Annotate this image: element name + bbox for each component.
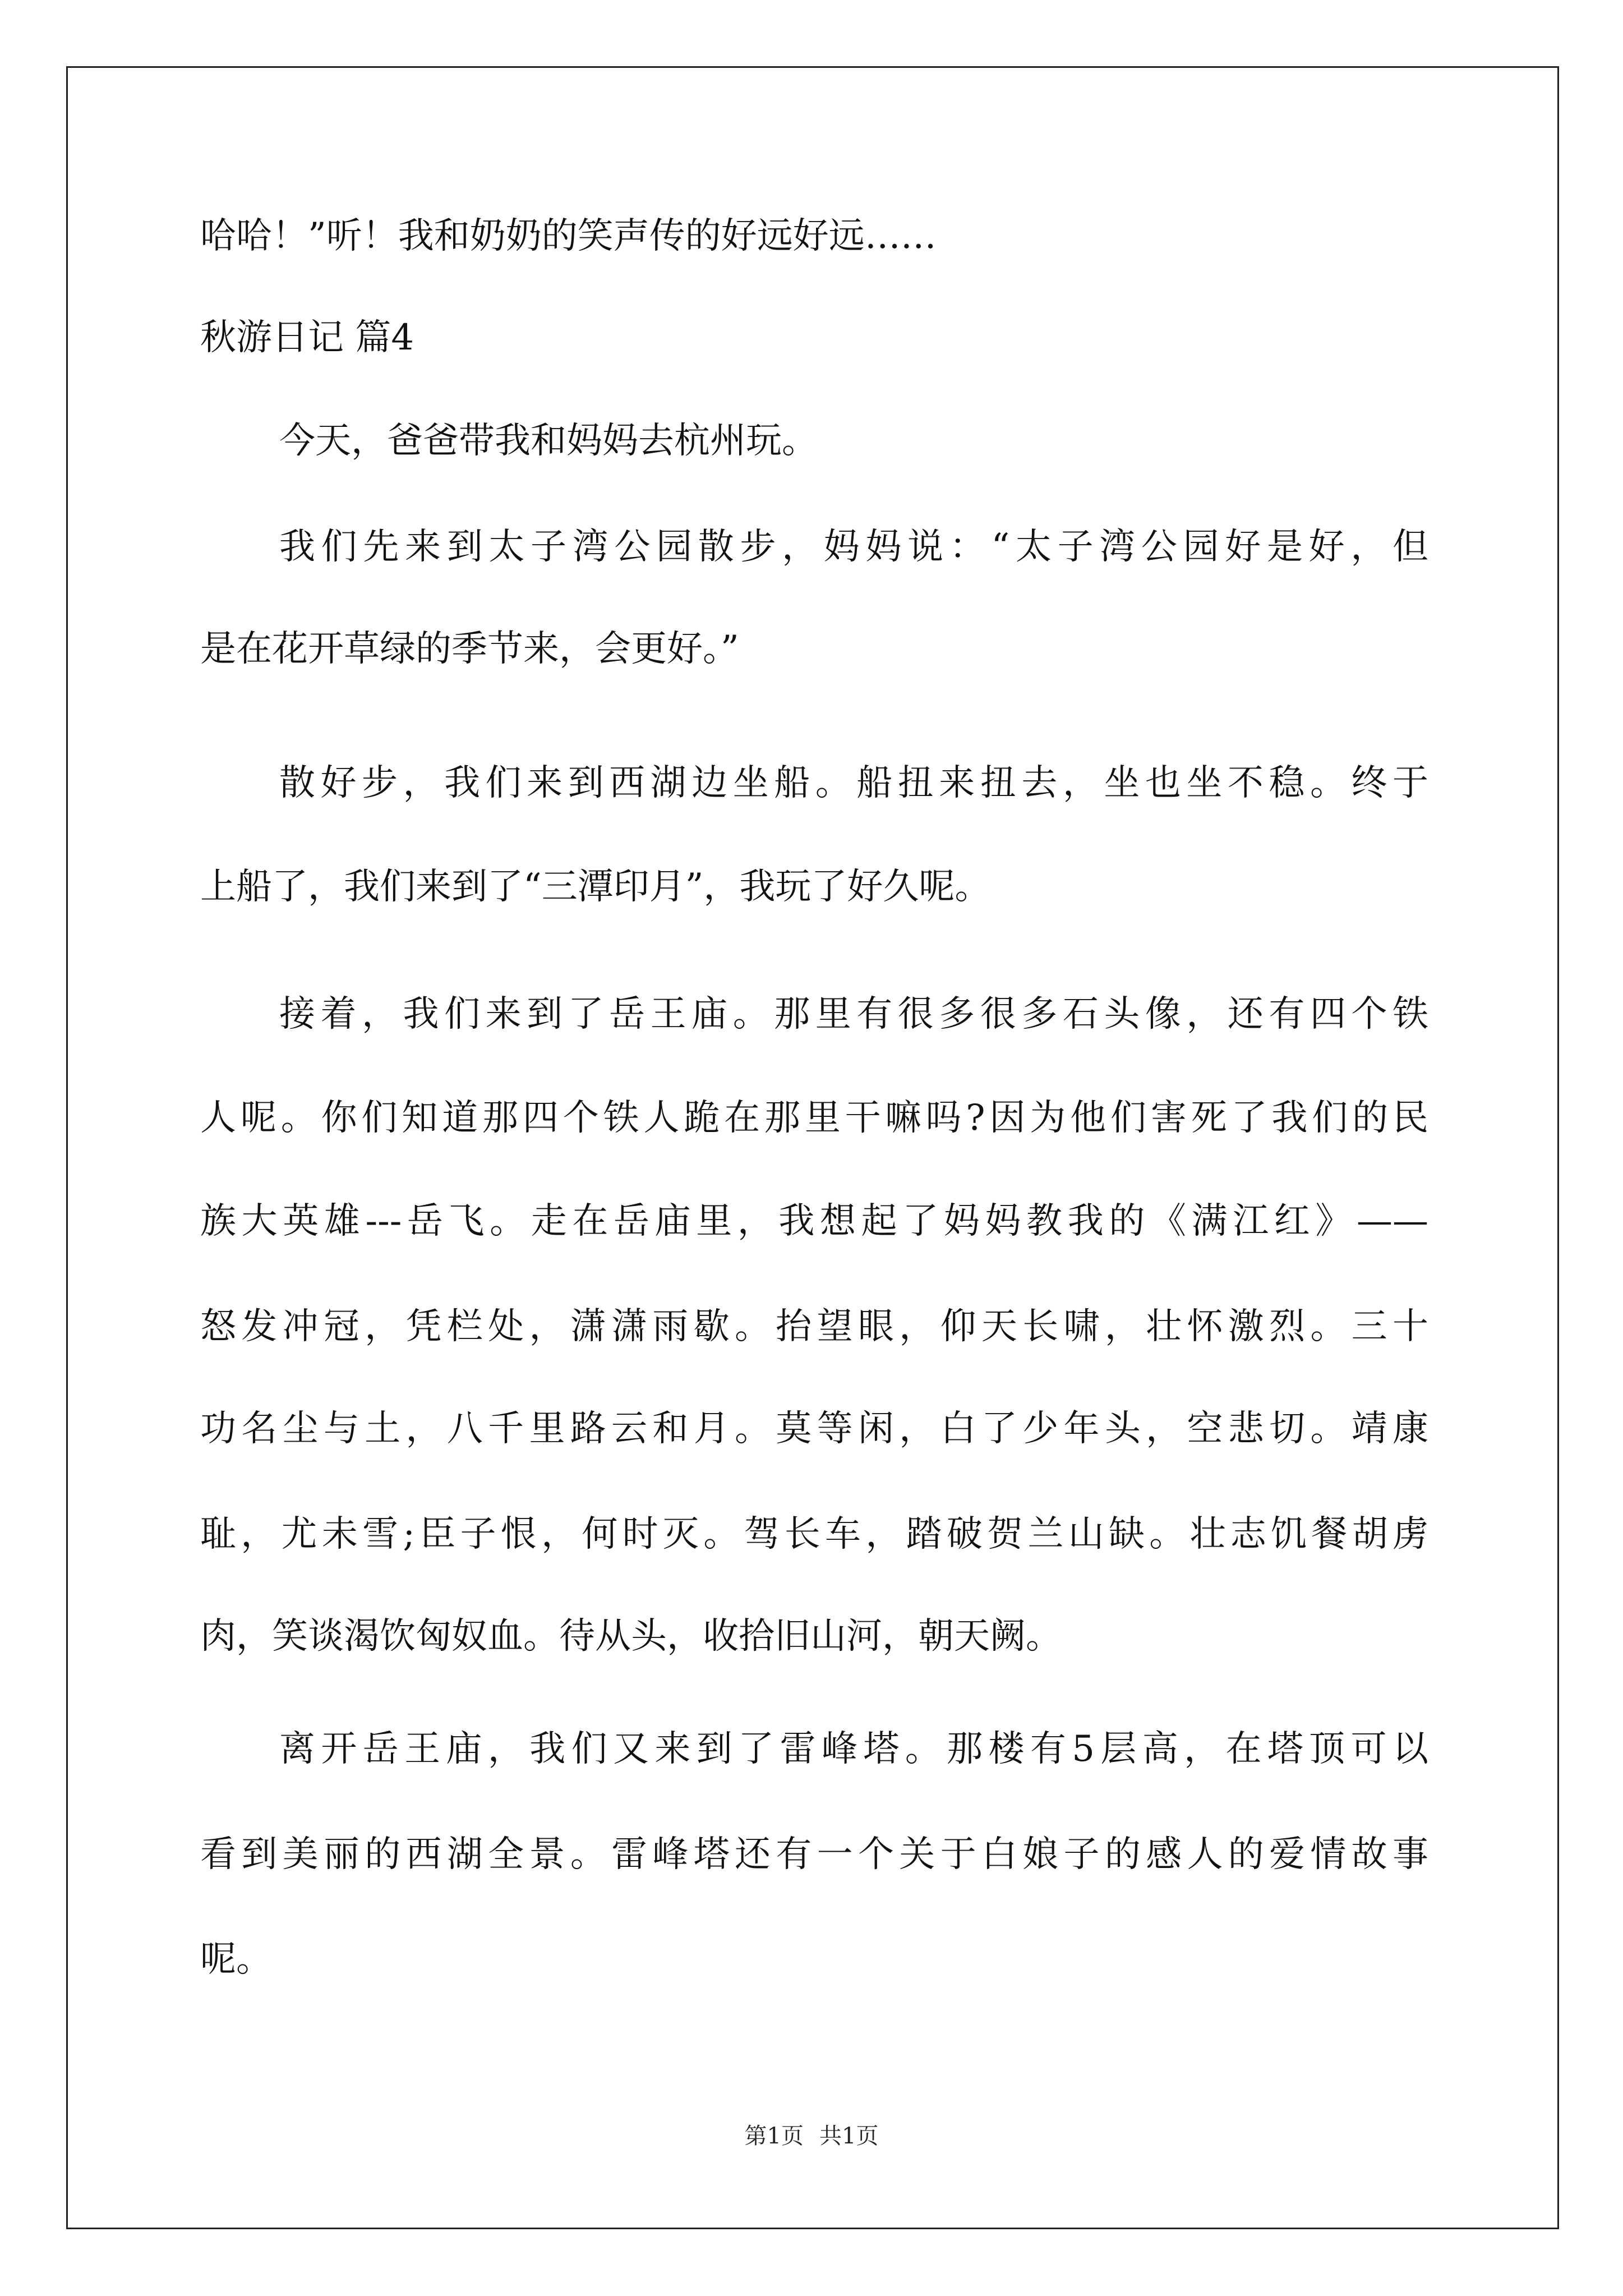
paragraph-line: 今天，爸爸带我和妈妈去杭州玩。 bbox=[279, 420, 818, 462]
section-heading: 秋游日记 篇4 bbox=[200, 317, 414, 358]
paragraph-line: 散好步，我们来到西湖边坐船。船扭来扭去，坐也坐不稳。终于 bbox=[279, 762, 1428, 804]
page-number-current: 第1页 bbox=[744, 2123, 804, 2149]
paragraph-line: 接着，我们来到了岳王庙。那里有很多很多石头像，还有四个铁 bbox=[279, 993, 1428, 1035]
page-footer bbox=[0, 2122, 1623, 2150]
paragraph-line: 肉，笑谈渴饮匈奴血。待从头，收拾旧山河，朝天阙。 bbox=[200, 1616, 1062, 1657]
text-line-ending: 哈哈！”听！我和奶奶的笑声传的好远好远…… bbox=[200, 215, 937, 257]
paragraph-line: 人呢。你们知道那四个铁人跪在那里干嘛吗?因为他们害死了我们的民 bbox=[200, 1097, 1428, 1139]
paragraph-line: 耻，尤未雪;臣子恨，何时灭。驾长车，踏破贺兰山缺。壮志饥餐胡虏 bbox=[200, 1513, 1428, 1555]
paragraph-line: 怒发冲冠，凭栏处，潇潇雨歇。抬望眼，仰天长啸，壮怀激烈。三十 bbox=[200, 1306, 1428, 1347]
paragraph-line: 是在花开草绿的季节来，会更好。” bbox=[200, 628, 739, 670]
page-border bbox=[66, 66, 1559, 2229]
paragraph-line: 离开岳王庙，我们又来到了雷峰塔。那楼有5层高，在塔顶可以 bbox=[279, 1728, 1428, 1770]
paragraph-line: 我们先来到太子湾公园散步，妈妈说：“太子湾公园好是好，但 bbox=[279, 526, 1428, 568]
paragraph-line: 上船了，我们来到了“三潭印月”，我玩了好久呢。 bbox=[200, 866, 991, 908]
paragraph-line: 族大英雄---岳飞。走在岳庙里，我想起了妈妈教我的《满江红》—— bbox=[200, 1200, 1428, 1242]
paragraph-line: 功名尘与土，八千里路云和月。莫等闲，白了少年头，空悲切。靖康 bbox=[200, 1408, 1428, 1450]
page-number-total: 共1页 bbox=[819, 2123, 879, 2149]
paragraph-line: 看到美丽的西湖全景。雷峰塔还有一个关于白娘子的感人的爱情故事 bbox=[200, 1834, 1428, 1875]
paragraph-line: 呢。 bbox=[200, 1939, 272, 1980]
